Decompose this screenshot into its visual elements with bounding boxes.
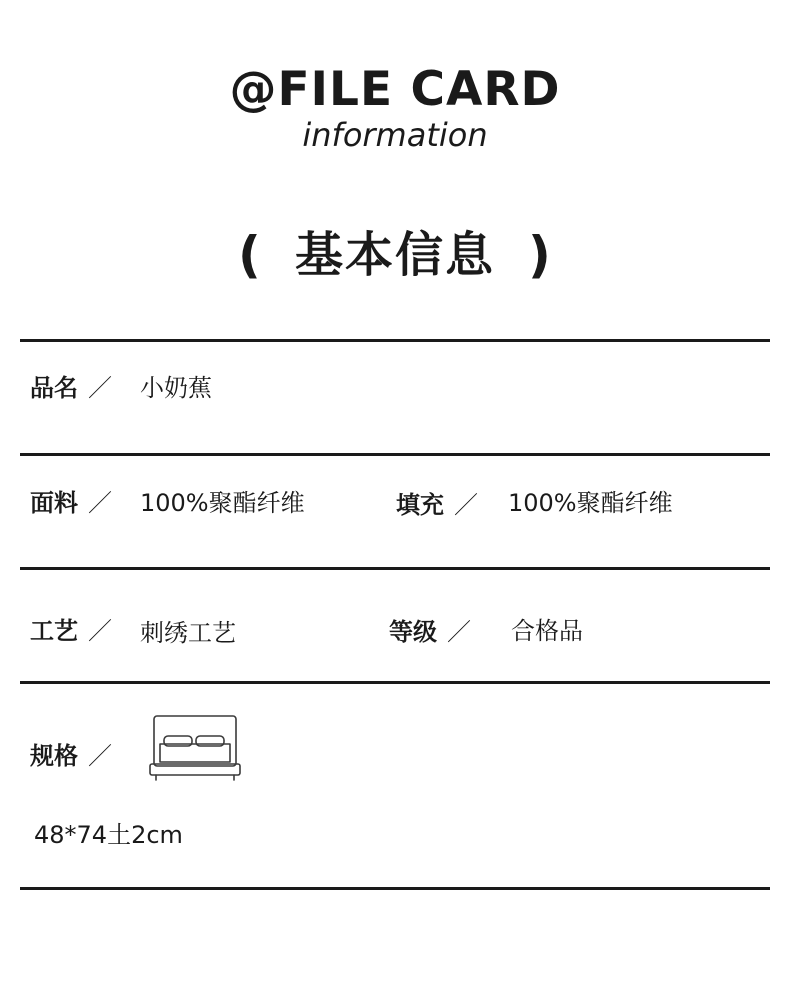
divider-3	[20, 567, 770, 570]
craft-separator: ／	[88, 617, 112, 645]
name-label: 品名	[30, 374, 78, 402]
grade-label: 等级	[389, 618, 437, 646]
grade-separator: ／	[447, 618, 471, 646]
section-heading	[0, 222, 790, 288]
divider-1	[20, 339, 770, 342]
row-size-label	[30, 740, 112, 772]
brand-subtitle: information	[302, 116, 488, 154]
bed-icon	[148, 714, 242, 782]
craft-label: 工艺	[30, 617, 78, 645]
filling-label: 填充	[396, 491, 444, 519]
row-craft-value: 刺绣工艺	[140, 619, 236, 647]
heading-open-paren: (	[238, 226, 261, 284]
row-filling-label	[396, 489, 478, 521]
divider-5	[20, 887, 770, 890]
row-filling-value: 100%聚酯纤维	[508, 489, 673, 517]
name-separator: ／	[88, 374, 112, 402]
row-craft-label	[30, 615, 112, 647]
row-grade-value: 合格品	[511, 617, 583, 645]
row-size-value: 48*74土2cm	[34, 821, 183, 849]
brand-title: @FILE CARD	[229, 62, 561, 117]
size-label: 规格	[30, 742, 78, 770]
row-name-value: 小奶蕉	[140, 374, 212, 402]
row-name-label	[30, 372, 112, 404]
heading-title: 基本信息	[295, 227, 496, 283]
divider-4	[20, 681, 770, 684]
divider-2	[20, 453, 770, 456]
row-fabric-value: 100%聚酯纤维	[140, 489, 305, 517]
fabric-label: 面料	[30, 489, 78, 517]
heading-close-paren: )	[528, 226, 551, 284]
row-grade-label	[389, 616, 471, 648]
row-fabric-label	[30, 487, 112, 519]
size-separator: ／	[88, 742, 112, 770]
fabric-separator: ／	[88, 489, 112, 517]
filling-separator: ／	[454, 491, 478, 519]
